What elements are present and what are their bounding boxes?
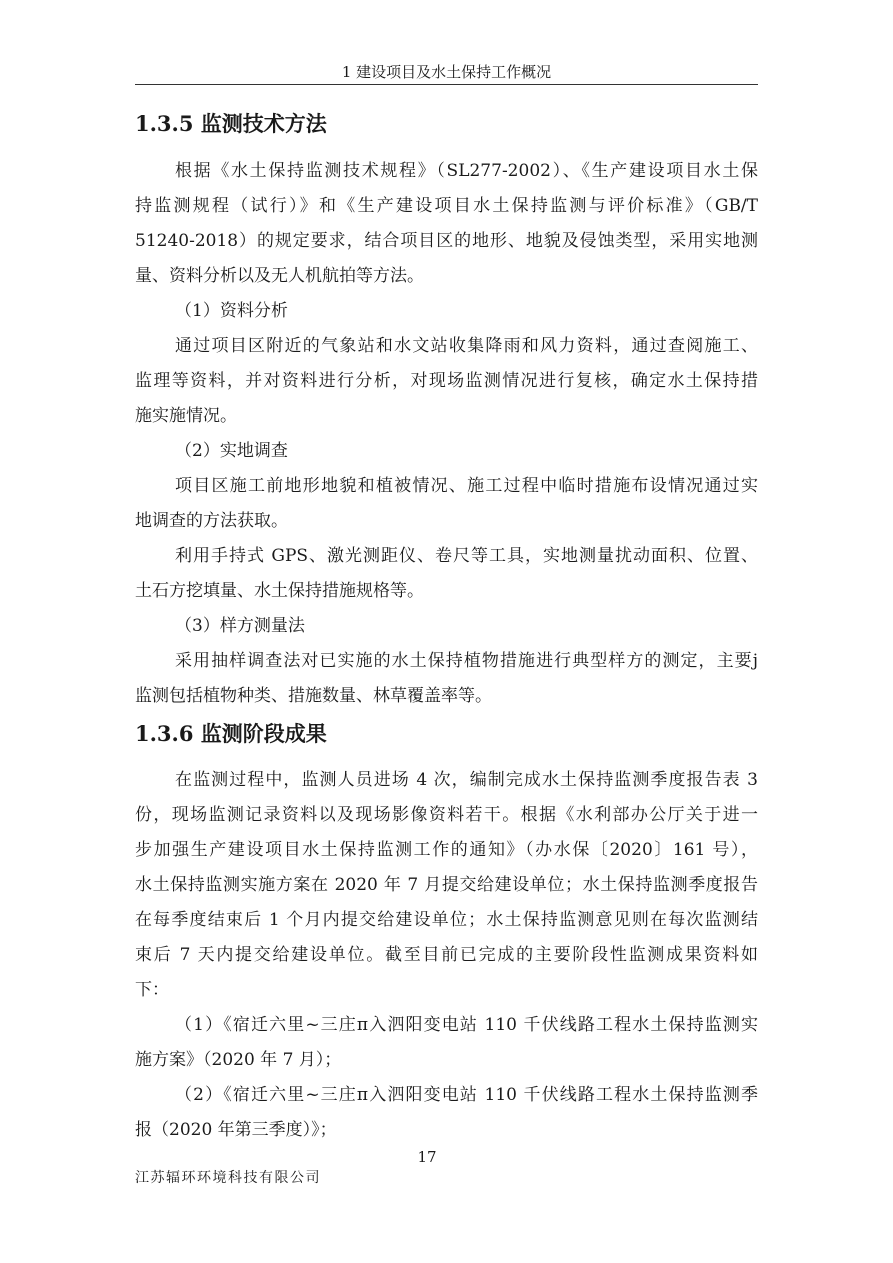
section-heading-1-3-6: 1.3.6 监测阶段成果	[135, 720, 327, 746]
footer-company-name: 江苏辐环环境科技有限公司	[135, 1170, 321, 1186]
text-line: 持监测规程（试行）》和《生产建设项目水土保持监测与评价标准》（GB/T	[135, 195, 758, 216]
field-survey-paragraph-1	[135, 469, 758, 539]
text-line: 水土保持监测实施方案在 2020 年 7 月提交给建设单位；水土保持监测季度报告	[135, 875, 758, 895]
results-list-item	[135, 1008, 758, 1078]
text-line: 束后 7 天内提交给建设单位。截至目前已完成的主要阶段性监测成果资料如	[135, 945, 758, 965]
text-line: （2）《宿迁六里~三庄π入泗阳变电站 110 千伏线路工程水土保持监测季	[175, 1085, 758, 1105]
text-line: 在每季度结束后 1 个月内提交给建设单位；水土保持监测意见则在每次监测结	[135, 910, 758, 930]
quadrat-method-paragraph	[135, 644, 758, 714]
results-paragraph	[135, 763, 758, 1008]
data-analysis-paragraph	[135, 329, 758, 434]
subheading-field-survey: （2）实地调查	[175, 440, 288, 461]
text-line: 量、资料分析以及无人机航拍等方法。	[135, 265, 424, 286]
text-line: 施方案》（2020 年 7 月）；	[135, 1050, 342, 1070]
text-line: 下：	[135, 980, 169, 1000]
results-list-item	[135, 1078, 758, 1148]
text-line: 利用手持式 GPS、激光测距仪、卷尺等工具，实地测量扰动面积、位置、	[175, 545, 758, 566]
text-line: 采用抽样调查法对已实施的水土保持植物措施进行典型样方的测定，主要j	[175, 650, 758, 671]
subheading-data-analysis: （1）资料分析	[175, 300, 288, 321]
text-line: 土石方挖填量、水土保持措施规格等。	[135, 580, 424, 601]
text-line: 施实施情况。	[135, 405, 237, 426]
text-line: 根据《水土保持监测技术规程》（SL277-2002）、《生产建设项目水土保	[175, 160, 758, 181]
intro-paragraph	[135, 154, 758, 294]
section-heading-1-3-5: 1.3.5 监测技术方法	[135, 111, 327, 136]
text-line: 步加强生产建设项目水土保持监测工作的通知》（办水保〔2020〕161 号），	[135, 840, 758, 860]
text-line: 项目区施工前地形地貌和植被情况、施工过程中临时措施布设情况通过实	[175, 475, 758, 496]
subheading-quadrat-method: （3）样方测量法	[175, 615, 305, 636]
text-line: 通过项目区附近的气象站和水文站收集降雨和风力资料，通过查阅施工、	[175, 335, 758, 356]
page-number: 17	[417, 1148, 437, 1166]
text-line: 地调查的方法获取。	[135, 510, 288, 531]
text-line: （1）《宿迁六里~三庄π入泗阳变电站 110 千伏线路工程水土保持监测实	[175, 1015, 758, 1035]
header-rule	[135, 84, 758, 85]
running-header: 1 建设项目及水土保持工作概况	[341, 63, 552, 81]
text-line: 份，现场监测记录资料以及现场影像资料若干。根据《水利部办公厅关于进一	[135, 805, 758, 825]
text-line: 监理等资料，并对资料进行分析，对现场监测情况进行复核，确定水土保持措	[135, 370, 758, 391]
field-survey-paragraph-2	[135, 539, 758, 609]
text-line: 在监测过程中，监测人员进场 4 次，编制完成水土保持监测季度报告表 3	[175, 770, 758, 790]
page-body	[135, 104, 758, 1148]
text-line: 51240-2018）的规定要求，结合项目区的地形、地貌及侵蚀类型，采用实地测	[135, 230, 758, 251]
text-line: 报（2020 年第三季度）》；	[135, 1120, 337, 1140]
text-line: 监测包括植物种类、措施数量、林草覆盖率等。	[135, 685, 492, 706]
